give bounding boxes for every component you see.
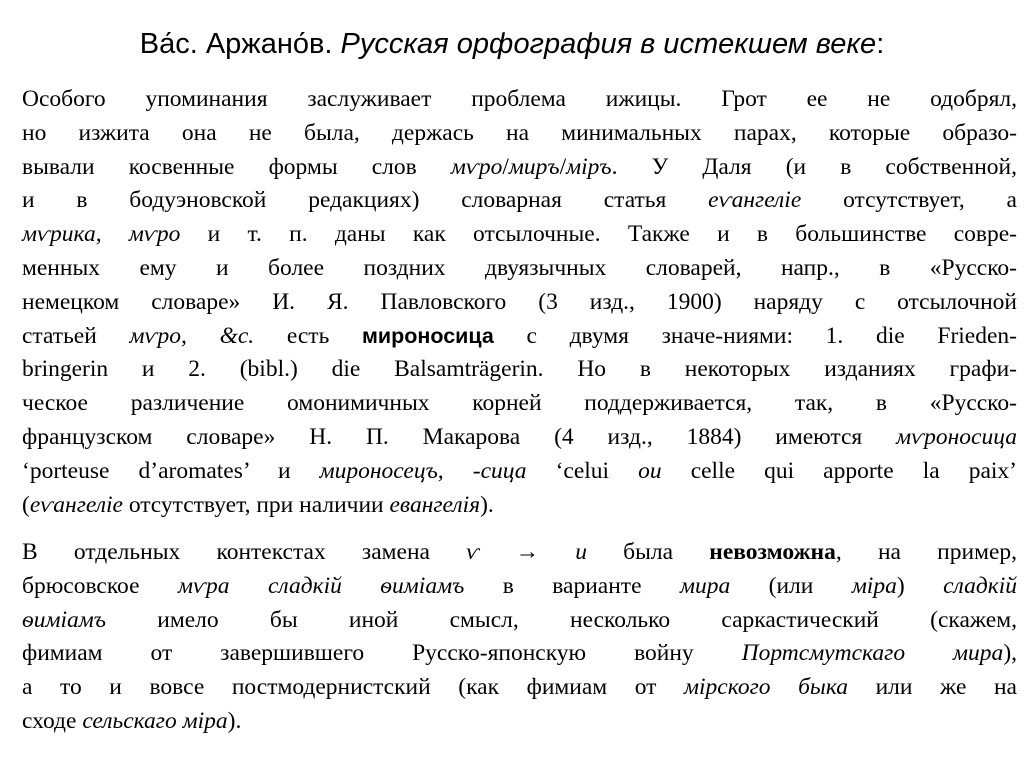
italic-term: евангелія <box>389 491 481 518</box>
text-run: ). <box>480 491 494 518</box>
italic-term: мира <box>679 572 731 599</box>
text-line <box>22 218 1017 252</box>
text-run: немецком словаре» И. Я. Павловского (3 изд., 1900) наряду с отсылочной <box>22 288 1017 315</box>
text-run: менных ему и более поздних двуязычных словарей, напр., в «Русско- <box>22 254 1017 281</box>
text-run: статьей <box>22 322 130 349</box>
text-run: celle qui apporte la paix’ <box>661 457 1017 484</box>
text-line <box>22 705 1017 739</box>
text-run: и т. п. даны как отсылочные. Также и в большинстве совре- <box>180 221 1018 248</box>
text-line <box>22 536 1017 570</box>
text-run: была <box>586 539 710 565</box>
italic-term: еѵангеліе <box>29 491 123 518</box>
title-work: Русская орфография в истекшем веке <box>340 28 877 60</box>
text-run: (или <box>730 572 852 599</box>
text-line <box>22 455 1017 489</box>
text-run: bringerin и 2. (bibl.) die Balsamträgerin. Но в некоторых изданиях графи- <box>22 356 1017 383</box>
italic-term: мѵро <box>450 153 503 180</box>
text-run: и в бодуэновской редакциях) словарная статья <box>22 187 709 214</box>
text-run: а то и вовсе постмодернистский (как фимиам от <box>22 674 685 701</box>
text-run: отсутствует, при наличии <box>122 491 390 518</box>
title-author: Ва́с. Аржано́в. <box>139 28 341 60</box>
italic-term: сладкій <box>943 572 1017 599</box>
text-line <box>22 117 1017 151</box>
text-run: В отдельных контекстах замена <box>22 539 467 565</box>
text-run: ческое различение омонимичных корней поддерживается, так, в «Русско- <box>22 390 1017 417</box>
text-run: ‘celui <box>526 457 639 484</box>
bold-term: невозможна <box>709 539 836 565</box>
text-line <box>22 489 1017 523</box>
text-run: в варианте <box>464 572 680 599</box>
text-line <box>22 421 1017 455</box>
text-line <box>22 570 1017 604</box>
text-line <box>22 286 1017 320</box>
text-run: сходе <box>22 707 83 734</box>
text-run: отсутствует, а <box>801 187 1017 214</box>
text-line <box>22 252 1017 286</box>
text-run: ), <box>1003 640 1018 667</box>
text-run: с двумя значе-ниями: 1. die Frieden- <box>493 322 1017 349</box>
text-run: есть <box>254 322 362 349</box>
italic-term: Портсмутскаго мира <box>741 640 1004 667</box>
text-line <box>22 604 1017 638</box>
text-run: , на пример, <box>835 539 1018 565</box>
bold-term: мироносица <box>361 323 494 348</box>
text-run: . У Даля (и в собственной, <box>611 153 1017 180</box>
italic-term: міръ <box>566 153 612 180</box>
italic-term: мѵро, &c. <box>129 322 255 349</box>
italic-term: сельскаго міра <box>82 707 228 734</box>
text-run: имело бы иной смысл, несколько саркастический (скажем, <box>105 606 1017 633</box>
italic-term: мѵроносица <box>896 423 1017 450</box>
text-line <box>22 671 1017 705</box>
text-run: / <box>502 153 509 180</box>
italic-term: мірского быка <box>684 674 848 701</box>
title-colon: : <box>876 28 885 60</box>
text-line <box>22 320 1017 354</box>
text-line <box>22 151 1017 185</box>
text-line <box>22 83 1017 117</box>
text-line <box>22 637 1017 671</box>
text-run: ( <box>22 491 30 518</box>
text-run: ). <box>227 707 242 734</box>
italic-term: ѳиміамъ <box>22 606 106 633</box>
text-run: Особого упоминания заслуживает проблема ижицы. Грот ее не одобрял, <box>22 86 1017 112</box>
italic-term: мѵра сладкій ѳиміамъ <box>177 572 465 599</box>
text-run: но изжита она не была, держась на минимальных парах, которые образо- <box>22 119 1017 146</box>
text-run: французском словаре» Н. П. Макарова (4 изд., 1884) имеются <box>22 423 897 450</box>
slide-title <box>0 24 1024 64</box>
italic-term: и <box>575 539 587 565</box>
text-run: ‘porteuse d’aromates’ и <box>22 457 320 484</box>
text-run: → <box>479 539 576 565</box>
italic-term: мѵрика, мѵро <box>22 221 181 248</box>
text-run: / <box>559 153 567 180</box>
italic-term: міра <box>851 572 897 599</box>
paragraph-substitution-examples <box>22 536 1017 739</box>
text-run: или же на <box>847 674 1017 701</box>
text-run: вывали косвенные формы слов <box>22 153 451 180</box>
italic-term: мироносецъ, -сица <box>319 457 527 484</box>
text-run: брюсовское <box>22 572 178 599</box>
text-line <box>22 387 1017 421</box>
text-line <box>22 353 1017 387</box>
text-line <box>22 184 1017 218</box>
italic-term: еѵангеліе <box>708 187 802 214</box>
paragraph-izhitsa-problem <box>22 83 1017 522</box>
italic-term: миръ <box>508 153 560 180</box>
text-run: ) <box>896 572 944 599</box>
text-run: фимиам от завершившего Русско-японскую войну <box>22 640 742 667</box>
italic-term: ou <box>638 457 662 484</box>
italic-term: ѵ <box>466 539 480 565</box>
